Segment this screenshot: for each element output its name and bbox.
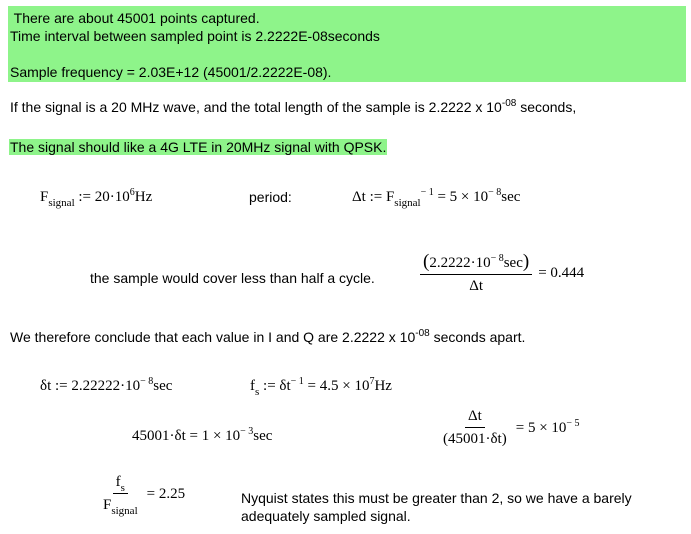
fsignal-exponent: 6 <box>129 187 135 198</box>
nyquist-line1: Nyquist states this must be greater than 2, so we have a barely <box>241 490 632 506</box>
signal-description-text: If the signal is a 20 MHz wave, and the total length of the sample is 2.2222 x 10 <box>10 99 502 115</box>
nyquist-ratio <box>100 474 186 517</box>
nyquist-num-f: f <box>115 474 121 490</box>
nyquist-ratio-denominator <box>100 494 141 517</box>
delta-t-result: = 5 × 10 <box>433 189 489 205</box>
fs-lhs: f <box>250 378 255 394</box>
conclusion-text <box>10 329 525 345</box>
fsignal-subscript: signal <box>48 197 75 209</box>
total-duration-exponent: − 3 <box>240 426 254 437</box>
fsignal-assign: := 20·10 <box>74 189 130 205</box>
duration-ratio-numerator: Δt <box>465 408 485 428</box>
delta-t-subscript: signal <box>394 197 421 209</box>
conclusion-text-body: We therefore conclude that each value in I and Q are 2.2222 x 10 <box>10 329 416 345</box>
signal-description-exponent: -08 <box>501 98 517 109</box>
delta-t-lhs: Δt := F <box>352 189 395 205</box>
total-duration-unit: sec <box>253 428 273 444</box>
nyquist-num-subscript: s <box>120 482 125 494</box>
time-interval-text: Time interval between sampled point is 2.2222E-08seconds <box>10 28 380 44</box>
fs-subscript: s <box>255 386 260 398</box>
nyquist-den-subscript: signal <box>111 505 138 517</box>
duration-ratio <box>440 408 580 448</box>
nyquist-ratio-numerator <box>113 474 128 494</box>
sample-frequency-text: Sample frequency = 2.03E+12 (45001/2.2222E-08). <box>10 64 332 80</box>
duration-ratio-denominator: (45001·δt) <box>443 431 507 447</box>
duration-ratio-fraction <box>440 408 510 448</box>
fsignal-unit: Hz <box>134 189 153 205</box>
points-captured-text: There are about 45001 points captured. <box>10 10 260 26</box>
small-delta-t-lhs: δt := 2.22222·10 <box>40 378 141 394</box>
delta-t-unit: sec <box>501 189 521 205</box>
signal-description-suffix: seconds, <box>516 99 577 115</box>
duration-ratio-result <box>515 417 580 437</box>
half-cycle-ratio <box>420 252 584 295</box>
delta-t-inverse: − 1 <box>420 187 434 198</box>
nyquist-line2: adequately sampled signal. <box>241 508 411 524</box>
nyquist-ratio-fraction <box>100 474 141 517</box>
fs-unit: Hz <box>374 378 392 394</box>
fs-mid: := δt <box>259 378 291 394</box>
small-delta-t-exponent: − 8 <box>140 376 154 387</box>
half-cycle-num-value: 2.2222·10 <box>429 255 491 271</box>
half-cycle-denominator: Δt <box>469 278 484 294</box>
fsignal-equation <box>40 187 153 209</box>
half-cycle-numerator <box>420 252 532 275</box>
fs-equation <box>250 376 392 398</box>
nyquist-ratio-result: = 2.25 <box>146 485 186 502</box>
period-label: period: <box>249 189 292 205</box>
paren-close: ) <box>522 251 530 272</box>
half-cycle-text: the sample would cover less than half a cycle. <box>90 270 375 286</box>
fs-mid-exponent: − 1 <box>290 376 304 387</box>
fs-result: = 4.5 × 10 <box>303 378 370 394</box>
paren-open: ( <box>423 251 430 272</box>
half-cycle-num-unit: sec <box>503 255 523 271</box>
nyquist-den-f: F <box>103 497 112 513</box>
duration-ratio-result-value: = 5 × 10 <box>515 419 567 436</box>
conclusion-exponent: -08 <box>415 328 430 339</box>
lte-note: The signal should like a 4G LTE in 20MHz signal with QPSK. <box>10 139 387 155</box>
delta-t-result-exponent: − 8 <box>488 187 502 198</box>
signal-description <box>10 99 576 115</box>
total-duration-equation <box>132 428 272 445</box>
small-delta-t-unit: sec <box>153 378 173 394</box>
small-delta-t-equation <box>40 378 172 395</box>
total-duration-lhs: 45001·δt = 1 × 10 <box>132 428 241 444</box>
half-cycle-num-exponent: − 8 <box>490 253 504 264</box>
half-cycle-fraction <box>420 252 532 295</box>
duration-ratio-exponent: − 5 <box>566 417 580 429</box>
delta-t-equation <box>352 187 521 209</box>
fs-result-exponent: 7 <box>369 376 375 387</box>
half-cycle-result: = 0.444 <box>538 265 585 281</box>
conclusion-suffix: seconds apart. <box>429 329 526 345</box>
fsignal-lhs: F <box>40 189 49 205</box>
